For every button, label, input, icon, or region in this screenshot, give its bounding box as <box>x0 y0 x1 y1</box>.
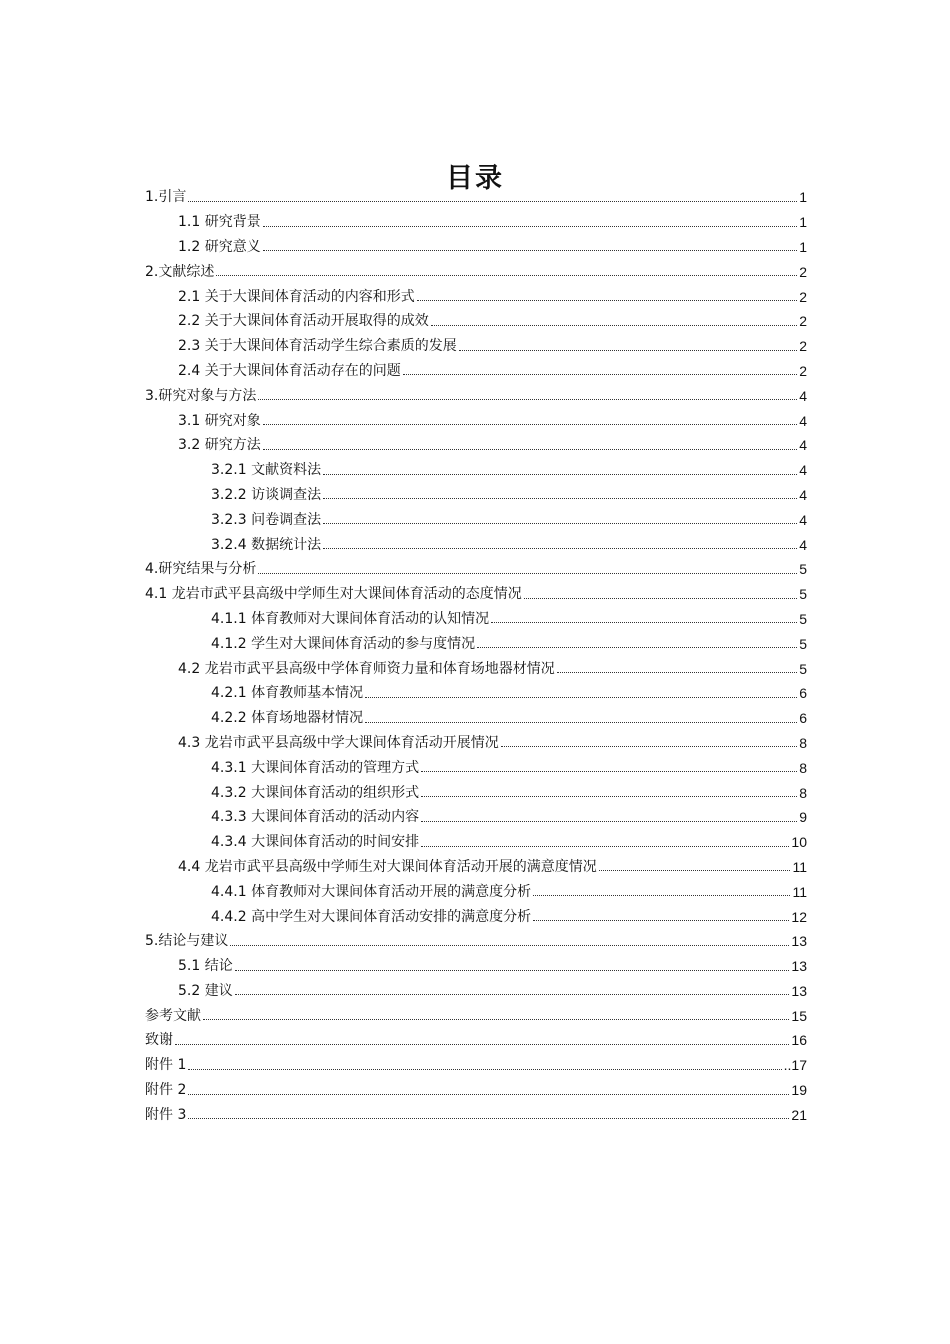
toc-entry-title: 2.3 关于大课间体育活动学生综合素质的发展 <box>178 338 457 355</box>
toc-entry[interactable] <box>145 805 807 830</box>
toc-entry-title: 3.2.3 问卷调查法 <box>211 511 322 528</box>
toc-entry-page-number: 5 <box>799 586 807 603</box>
dot-leader <box>491 622 797 623</box>
dot-leader <box>323 548 797 549</box>
toc-entry-page-number: 2 <box>799 362 807 379</box>
toc-entry-page-number: 8 <box>799 734 807 751</box>
toc-entry-title: 3.研究对象与方法 <box>145 387 257 404</box>
dot-leader <box>365 722 797 723</box>
toc-entry-title: 4.4 龙岩市武平县高级中学师生对大课间体育活动开展的满意度情况 <box>178 858 597 875</box>
toc-entry[interactable] <box>145 1053 807 1078</box>
toc-entry-title: 3.2.2 访谈调查法 <box>211 486 322 503</box>
toc-entry-page-number: 4 <box>799 536 807 553</box>
toc-entry-page-number: 11 <box>792 858 807 875</box>
dot-leader <box>533 895 790 896</box>
toc-entry[interactable] <box>145 458 807 483</box>
toc-entry-page-number: 21 <box>791 1106 807 1123</box>
toc-entry-page-number: 1 <box>799 189 807 206</box>
toc-entry-title: 1.2 研究意义 <box>178 238 261 255</box>
dot-leader <box>421 796 797 797</box>
toc-entry-page-number: 6 <box>799 685 807 702</box>
toc-entry[interactable] <box>145 879 807 904</box>
toc-entry-page-number: 4 <box>799 511 807 528</box>
dot-leader <box>421 771 797 772</box>
toc-entry-title: 3.2 研究方法 <box>178 437 261 454</box>
dot-leader <box>431 325 797 326</box>
toc-entry-title: 参考文献 <box>145 1007 201 1024</box>
toc-entry[interactable] <box>145 1028 807 1053</box>
dot-leader <box>421 821 797 822</box>
dot-leader <box>477 647 797 648</box>
toc-entry-page-number: 15 <box>791 1007 807 1024</box>
toc-entry[interactable] <box>145 557 807 582</box>
dot-leader <box>524 598 797 599</box>
toc-entry[interactable] <box>145 855 807 880</box>
dot-leader <box>365 697 797 698</box>
toc-entry-title: 4.2 龙岩市武平县高级中学体育师资力量和体育场地器材情况 <box>178 660 555 677</box>
dot-leader <box>459 350 797 351</box>
toc-entry[interactable] <box>145 681 807 706</box>
dot-leader <box>421 846 789 847</box>
toc-entry-page-number: 9 <box>799 809 807 826</box>
toc-entry-page-number: 5 <box>799 660 807 677</box>
toc-entry-title: 附件 3 <box>145 1106 187 1123</box>
toc-entry-title: 4.3 龙岩市武平县高级中学大课间体育活动开展情况 <box>178 734 499 751</box>
dot-leader <box>557 672 797 673</box>
toc-entry-title: 3.2.1 文献资料法 <box>211 462 322 479</box>
toc-entry[interactable] <box>145 607 807 632</box>
toc-entry[interactable] <box>145 979 807 1004</box>
dot-leader <box>230 945 789 946</box>
dot-leader <box>323 523 797 524</box>
dot-leader <box>501 746 797 747</box>
dot-leader <box>323 474 797 475</box>
toc-entry-title: 4.3.1 大课间体育活动的管理方式 <box>211 759 420 776</box>
toc-entry-page-number: 2 <box>799 338 807 355</box>
dot-leader <box>188 1094 789 1095</box>
toc-entry-page-number: 5 <box>799 561 807 578</box>
dot-leader <box>235 970 790 971</box>
toc-entry-title: 附件 2 <box>145 1082 187 1099</box>
toc-entry-page-number: 2 <box>799 263 807 280</box>
toc-entry-title: 附件 1 <box>145 1057 187 1074</box>
dot-leader <box>403 374 797 375</box>
toc-entry[interactable] <box>145 755 807 780</box>
toc-entry-title: 4.1.2 学生对大课间体育活动的参与度情况 <box>211 635 476 652</box>
toc-entry[interactable] <box>145 904 807 929</box>
toc-entry[interactable] <box>145 334 807 359</box>
toc-entry[interactable] <box>145 235 807 260</box>
toc-entry-page-number: 2 <box>799 313 807 330</box>
toc-entry-title: 4.研究结果与分析 <box>145 561 257 578</box>
dot-leader <box>417 300 797 301</box>
toc-entry-page-number: 4 <box>799 462 807 479</box>
dot-leader <box>216 275 797 276</box>
toc-entry[interactable] <box>145 631 807 656</box>
toc-entry-title: 2.4 关于大课间体育活动存在的问题 <box>178 362 401 379</box>
toc-entry[interactable] <box>145 731 807 756</box>
toc-entry-title: 1.引言 <box>145 189 187 206</box>
toc-entry[interactable] <box>145 830 807 855</box>
dot-leader <box>258 399 797 400</box>
toc-entry[interactable] <box>145 954 807 979</box>
toc-entry[interactable] <box>145 706 807 731</box>
toc-entry-page-number: 19 <box>791 1082 807 1099</box>
toc-entry[interactable] <box>145 656 807 681</box>
toc-title: 目录 <box>446 163 504 195</box>
toc-entry-title: 4.4.1 体育教师对大课间体育活动开展的满意度分析 <box>211 883 532 900</box>
toc-entry-page-number: 8 <box>799 759 807 776</box>
toc-entry-title: 2.2 关于大课间体育活动开展取得的成效 <box>178 313 429 330</box>
toc-entry[interactable] <box>145 433 807 458</box>
toc-entry[interactable] <box>145 483 807 508</box>
toc-entry[interactable] <box>145 185 807 210</box>
toc-entry-page-number: ..17 <box>783 1057 807 1074</box>
toc-entry-page-number: 8 <box>799 784 807 801</box>
toc-entry-page-number: 13 <box>791 958 807 975</box>
toc-entry-title: 5.2 建议 <box>178 982 233 999</box>
toc-entry-page-number: 2 <box>799 288 807 305</box>
toc-entry-title: 3.1 研究对象 <box>178 412 261 429</box>
toc-entry-title: 2.文献综述 <box>145 263 215 280</box>
toc-entry-title: 4.4.2 高中学生对大课间体育活动安排的满意度分析 <box>211 908 532 925</box>
toc-entry-title: 4.2.2 体育场地器材情况 <box>211 710 364 727</box>
toc-entry[interactable] <box>145 582 807 607</box>
toc-entry[interactable] <box>145 359 807 384</box>
dot-leader <box>263 449 797 450</box>
toc-entry[interactable] <box>145 507 807 532</box>
dot-leader <box>263 250 797 251</box>
toc-entry-title: 4.3.4 大课间体育活动的时间安排 <box>211 834 420 851</box>
dot-leader <box>323 498 797 499</box>
toc-entry-page-number: 4 <box>799 437 807 454</box>
toc-entry[interactable] <box>145 1102 807 1127</box>
toc-entry-page-number: 10 <box>791 834 807 851</box>
toc-entry-title: 2.1 关于大课间体育活动的内容和形式 <box>178 288 415 305</box>
toc-entry-page-number: 11 <box>792 883 807 900</box>
dot-leader <box>599 870 791 871</box>
toc-entry-page-number: 1 <box>799 238 807 255</box>
dot-leader <box>533 920 789 921</box>
toc-entry[interactable] <box>145 309 807 334</box>
dot-leader <box>175 1044 789 1045</box>
toc-entry-title: 4.3.3 大课间体育活动的活动内容 <box>211 809 420 826</box>
toc-entry-page-number: 6 <box>799 710 807 727</box>
toc-entry[interactable] <box>145 1003 807 1028</box>
toc-entry-page-number: 4 <box>799 387 807 404</box>
toc-entry-page-number: 1 <box>799 214 807 231</box>
toc-entry[interactable] <box>145 259 807 284</box>
toc-entry-page-number: 16 <box>791 1032 807 1049</box>
toc-entry-page-number: 4 <box>799 412 807 429</box>
toc-entry-title: 4.1.1 体育教师对大课间体育活动的认知情况 <box>211 610 490 627</box>
toc-entry-title: 1.1 研究背景 <box>178 214 261 231</box>
dot-leader <box>263 226 797 227</box>
dot-leader <box>203 1019 789 1020</box>
toc-entry[interactable] <box>145 210 807 235</box>
dot-leader <box>188 1118 789 1119</box>
toc-entry[interactable] <box>145 780 807 805</box>
dot-leader <box>235 994 790 995</box>
toc-entry-page-number: 5 <box>799 635 807 652</box>
toc-entry-page-number: 12 <box>791 908 807 925</box>
toc-list <box>145 185 807 1127</box>
toc-entry[interactable] <box>145 532 807 557</box>
toc-entry[interactable] <box>145 383 807 408</box>
toc-entry-title: 4.2.1 体育教师基本情况 <box>211 685 364 702</box>
toc-entry-title: 致谢 <box>145 1032 173 1049</box>
dot-leader <box>188 201 797 202</box>
toc-entry-title: 5.1 结论 <box>178 958 233 975</box>
toc-entry-page-number: 5 <box>799 610 807 627</box>
toc-entry[interactable] <box>145 1078 807 1103</box>
toc-entry-page-number: 13 <box>791 933 807 950</box>
toc-entry[interactable] <box>145 284 807 309</box>
toc-entry-page-number: 4 <box>799 486 807 503</box>
toc-entry[interactable] <box>145 408 807 433</box>
toc-entry-title: 5.结论与建议 <box>145 933 229 950</box>
dot-leader <box>188 1069 781 1070</box>
toc-entry-title: 4.3.2 大课间体育活动的组织形式 <box>211 784 420 801</box>
toc-entry-page-number: 13 <box>791 982 807 999</box>
toc-entry-title: 3.2.4 数据统计法 <box>211 536 322 553</box>
dot-leader <box>263 424 797 425</box>
toc-entry[interactable] <box>145 929 807 954</box>
toc-entry-title: 4.1 龙岩市武平县高级中学师生对大课间体育活动的态度情况 <box>145 586 522 603</box>
dot-leader <box>258 573 797 574</box>
